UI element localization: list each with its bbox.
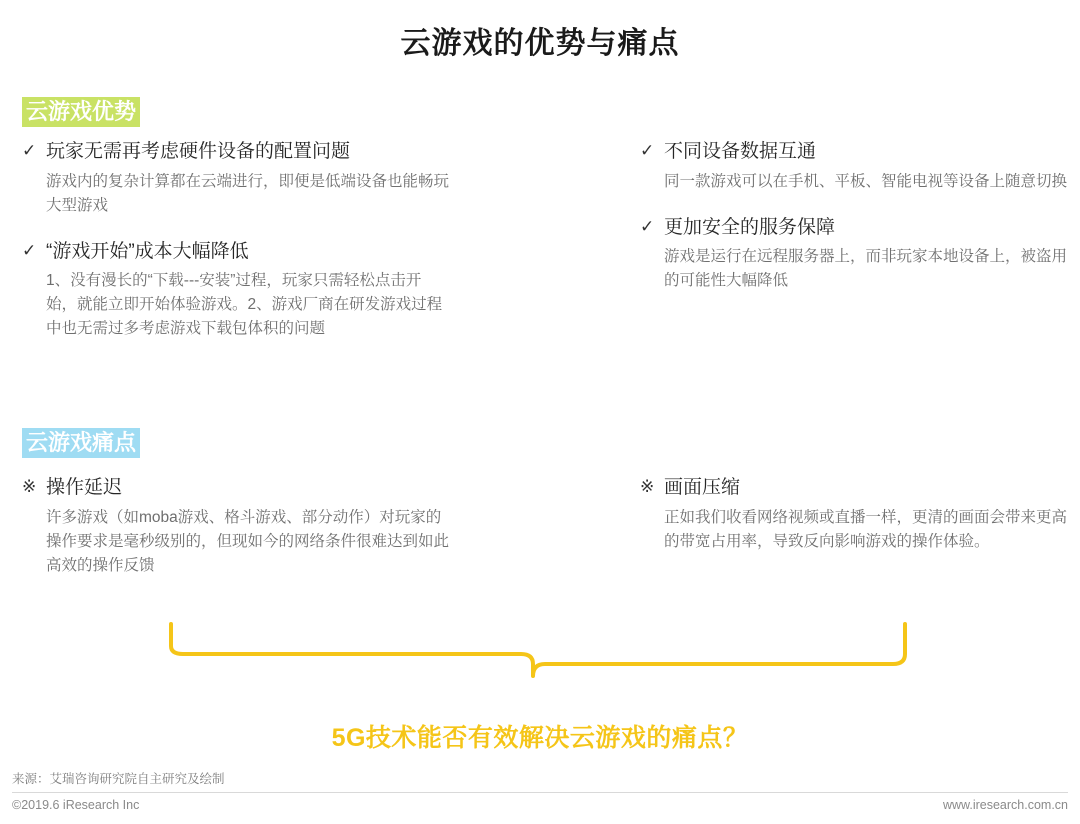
advantage-item-body: 游戏内的复杂计算都在云端进行，即便是低端设备也能畅玩大型游戏 [46,172,450,214]
check-icon: ✓ [640,216,655,236]
list-item [640,140,1070,194]
advantage-item-head [640,216,1070,241]
section-heading-painpoints: 云游戏痛点 [22,428,140,458]
advantage-item-title: 玩家无需再考虑硬件设备的配置问题 [46,141,351,162]
advantage-item-head [22,240,452,265]
advantages-right-column [640,140,1070,315]
footer-website: www.iresearch.com.cn [942,798,1068,812]
painpoints-right-column [640,476,1070,576]
advantage-item-title: “游戏开始”成本大幅降低 [46,240,249,262]
advantage-item-body: 同一款游戏可以在手机、平板、智能电视等设备上随意切换 [664,172,1068,190]
painpoint-item-body: 许多游戏（如moba游戏、格斗游戏、部分动作）对玩家的操作要求是毫秒级别的，但现如今的网络条件很难达到如此高效的操作反馈 [46,508,450,574]
list-item [22,476,452,578]
painpoint-item-head [640,476,1070,501]
painpoint-item-title: 画面压缩 [664,477,741,498]
advantage-item-head [640,140,1070,165]
advantage-item-title: 不同设备数据互通 [664,141,817,162]
footer-divider [12,792,1068,793]
advantages-left-column [22,140,452,363]
list-item [22,240,452,342]
check-icon: ✓ [640,141,655,160]
conclusion-text: 5G技术能否有效解决云游戏的痛点？ [331,724,749,752]
advantage-item-body: 1、没有漫长的“下载---安装”过程，玩家只需轻松点击开始，就能立即开始体验游戏。2、游戏厂商在研发游戏过程中也无需过多考虑游戏下载包体积的问题 [46,272,443,338]
source-note: 来源：艾瑞咨询研究院自主研究及绘制 [12,772,225,786]
list-item [22,140,452,218]
painpoint-item-body: 正如我们收看网络视频或直播一样，更清的画面会带来更高的带宽占用率，导致反向影响游戏的操作体验。 [664,508,1068,550]
asterisk-icon: ※ [640,477,655,496]
painpoint-item-title: 操作延迟 [46,477,123,498]
painpoint-item-head [22,476,452,501]
list-item [640,476,1070,554]
advantage-item-head [22,140,452,165]
page-title: 云游戏的优势与痛点 [400,27,680,60]
advantage-item-title: 更加安全的服务保障 [664,216,836,238]
check-icon: ✓ [22,141,37,160]
footer [12,798,1068,812]
list-item [640,216,1070,294]
asterisk-icon: ※ [22,477,37,496]
brace-bracket [165,620,910,680]
footer-copyright: ©2019.6 iResearch Inc [12,798,140,812]
section-heading-advantages: 云游戏优势 [22,97,140,127]
painpoints-left-column [22,476,452,600]
advantage-item-body: 游戏是运行在远程服务器上，而非玩家本地设备上，被盗用的可能性大幅降低 [664,248,1068,290]
check-icon: ✓ [22,240,37,260]
